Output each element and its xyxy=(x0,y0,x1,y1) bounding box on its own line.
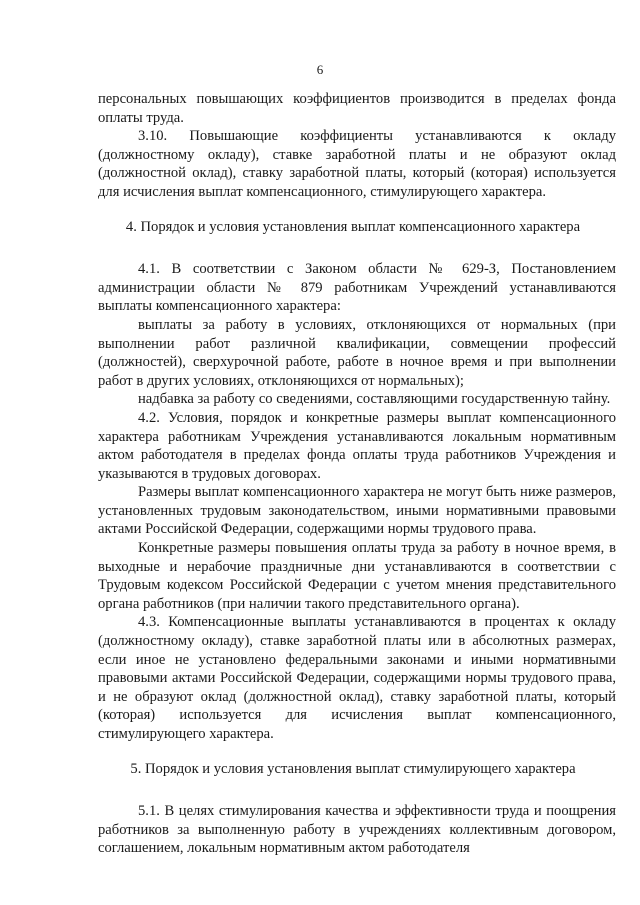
paragraph: 4.2. Условия, порядок и конкретные размеры выплат компенсационного характера работникам Учреждения устанавливаются локальным нормативным актом работодателя в пределах фонда оплаты труда работников Учреждения и указываются в трудовых договорах. xyxy=(98,409,616,482)
paragraph: персональных повышающих коэффициентов производится в пределах фонда оплаты труда. xyxy=(98,91,616,126)
paragraph: Размеры выплат компенсационного характера не могут быть ниже размеров, установленных трудовым законодательством, иными нормативными правовыми актами Российской Федерации, содержащими нормы трудового права. xyxy=(98,484,616,538)
paragraph: 3.10. Повышающие коэффициенты устанавливаются к окладу (должностному окладу), ставке заработной платы и не образуют оклад (должностной оклад), ставку заработной платы, который (которая) используется для исчисления выплат компенсационного, стимулирующего характера. xyxy=(98,128,616,200)
section-heading: 4. Порядок и условия установления выплат компенсационного характера xyxy=(125,218,581,235)
section-heading: 5. Порядок и условия установления выплат стимулирующего характера xyxy=(130,760,576,777)
page-number: 6 xyxy=(316,62,324,77)
paragraph: Конкретные размеры повышения оплаты труда за работу в ночное время, в выходные и нерабочие праздничные дни устанавливаются в соответствии с Трудовым кодексом Российской Федерации с учетом мнения представительного органа работников (при наличии такого представительного органа). xyxy=(98,540,616,612)
paragraph: 5.1. В целях стимулирования качества и эффективности труда и поощрения работников за выполненную работу в учреждениях коллективным договором, соглашением, локальным нормативным актом работодателя xyxy=(98,803,616,857)
paragraph: выплаты за работу в условиях, отклоняющихся от нормальных (при выполнении работ различной квалификации, совмещении профессий (должностей), сверхурочной работе, работе в ночное время и при выполнении работ в других условиях, отклоняющихся от нормальных); xyxy=(98,316,616,389)
paragraph: надбавка за работу со сведениями, составляющими государственную тайну. xyxy=(138,391,611,408)
document-body xyxy=(98,90,616,858)
paragraph: 4.1. В соответствии с Законом области № 629-З, Постановлением администрации области № 879 работникам Учреждений устанавливаются выплаты компенсационного характера: xyxy=(98,261,616,315)
paragraph: 4.3. Компенсационные выплаты устанавливаются в процентах к окладу (должностному окладу), ставке заработной платы или в абсолютных размерах, если иное не установлено федеральными законами и иными нормативными правовыми актами Российской Федерации, содержащими нормы трудового права, и не образуют оклад (должностной оклад), ставку заработной платы, который (которая) используется для исчисления выплат компенсационного, стимулирующего характера. xyxy=(98,614,616,742)
